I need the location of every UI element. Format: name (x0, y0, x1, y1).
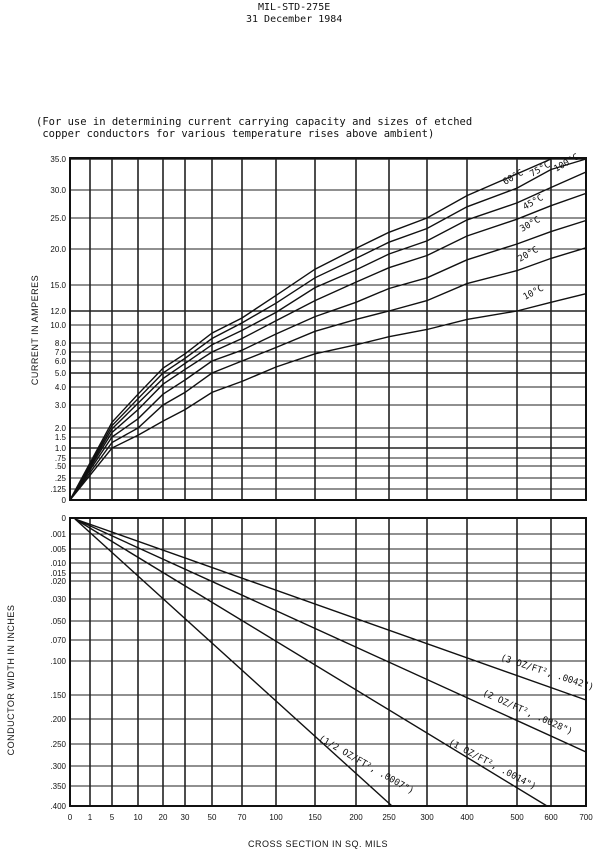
bottom-y-tick-label: .030 (50, 595, 66, 604)
top-y-tick-label: .50 (54, 462, 66, 471)
top-plot-frame (70, 158, 586, 500)
bottom-y-tick-label: 0 (61, 514, 66, 523)
top-y-tick-label: 0 (61, 496, 66, 505)
bottom-y-tick-label: .100 (50, 657, 66, 666)
top-y-tick-label: 1.0 (54, 444, 66, 453)
top-y-tick-label: .25 (54, 474, 66, 483)
top-y-tick-label: 2.0 (54, 424, 66, 433)
top-y-tick-label: 12.0 (50, 307, 66, 316)
top-series-line-1 (70, 248, 586, 500)
top-y-tick-label: 4.0 (54, 383, 66, 392)
bottom-curve-label: (2 OZ/FT², .0028") (480, 688, 574, 738)
bottom-series-line-1 (75, 519, 547, 806)
x-tick-label: 150 (308, 813, 322, 822)
bottom-y-tick-label: .150 (50, 691, 66, 700)
top-series-line-3 (70, 193, 586, 500)
top-curve-label: 60°C (501, 168, 526, 188)
bottom-y-tick-label: .020 (50, 577, 66, 586)
x-tick-label: 5 (109, 813, 115, 822)
bottom-y-tick-label: .001 (50, 530, 66, 539)
chart-note-line-1: (For use in determining current carrying capacity and sizes of etched (36, 116, 473, 128)
top-y-tick-label: 10.0 (50, 321, 66, 330)
top-y-tick-label: 8.0 (54, 339, 66, 348)
top-y-axis-label: CURRENT IN AMPERES (30, 274, 40, 386)
bottom-y-axis-label: CONDUCTOR WIDTH IN INCHES (6, 604, 16, 756)
x-tick-label: 300 (420, 813, 434, 822)
chart-note-line-2: copper conductors for various temperature rises above ambient) (42, 128, 435, 140)
top-curve-label: 10°C (521, 283, 546, 303)
top-series-line-5 (70, 159, 586, 500)
top-y-tick-label: 25.0 (50, 214, 66, 223)
document-header-standard: MIL-STD-275E (258, 2, 331, 13)
document-header-date: 31 December 1984 (246, 14, 343, 25)
x-tick-label: 20 (158, 813, 168, 822)
bottom-curve-label: (3 OZ/FT², .0042") (499, 653, 595, 693)
top-y-tick-label: 3.0 (54, 401, 66, 410)
x-tick-label: 250 (382, 813, 396, 822)
top-y-tick-label: 6.0 (54, 357, 66, 366)
top-curve-label: 100°C (552, 152, 581, 175)
x-tick-label: 50 (207, 813, 217, 822)
top-series-line-6 (70, 159, 551, 500)
bottom-curve-label: (1 OZ/FT², .0014") (446, 737, 538, 793)
bottom-y-tick-label: .350 (50, 782, 66, 791)
bottom-y-tick-label: .010 (50, 559, 66, 568)
bottom-y-tick-label: .050 (50, 617, 66, 626)
bottom-y-tick-label: .300 (50, 762, 66, 771)
x-tick-label: 70 (237, 813, 247, 822)
x-tick-label: 700 (579, 813, 593, 822)
bottom-y-tick-label: .250 (50, 740, 66, 749)
top-y-tick-label: 15.0 (50, 281, 66, 290)
bottom-y-tick-label: .015 (50, 569, 66, 578)
x-tick-label: 200 (349, 813, 363, 822)
bottom-curve-label: (1/2 OZ/FT², .0007") (316, 733, 416, 797)
top-y-tick-label: 7.0 (54, 348, 66, 357)
bottom-series-line-0 (75, 519, 392, 806)
bottom-y-tick-label: .200 (50, 715, 66, 724)
top-y-tick-label: 30.0 (50, 186, 66, 195)
width-vs-cross-section-chart (6, 514, 595, 849)
x-tick-label: 10 (133, 813, 143, 822)
top-y-tick-label: 5.0 (54, 369, 66, 378)
x-tick-label: 1 (87, 813, 93, 822)
bottom-series-line-3 (75, 519, 586, 700)
top-series-line-4 (70, 172, 586, 500)
top-y-tick-label: .75 (54, 454, 66, 463)
x-axis-label: CROSS SECTION IN SQ. MILS (247, 839, 389, 849)
top-curve-label: 30°C (518, 215, 543, 235)
x-tick-label: 30 (180, 813, 190, 822)
current-vs-cross-section-chart (30, 152, 586, 505)
top-y-tick-label: .125 (50, 485, 66, 494)
x-tick-label: 600 (544, 813, 558, 822)
bottom-y-tick-label: .400 (50, 802, 66, 811)
x-tick-label: 400 (460, 813, 474, 822)
top-y-tick-label: 35.0 (50, 155, 66, 164)
top-y-tick-label: 20.0 (50, 245, 66, 254)
bottom-y-tick-label: .070 (50, 636, 66, 645)
x-tick-label: 500 (510, 813, 524, 822)
x-tick-label: 0 (67, 813, 73, 822)
top-curve-label: 45°C (521, 193, 546, 213)
top-y-tick-label: 1.5 (54, 433, 66, 442)
top-curve-label: 20°C (516, 245, 541, 265)
top-curve-label: 75°C (528, 160, 553, 180)
x-tick-label: 100 (269, 813, 283, 822)
bottom-series-line-2 (75, 519, 586, 752)
bottom-y-tick-label: .005 (50, 545, 66, 554)
